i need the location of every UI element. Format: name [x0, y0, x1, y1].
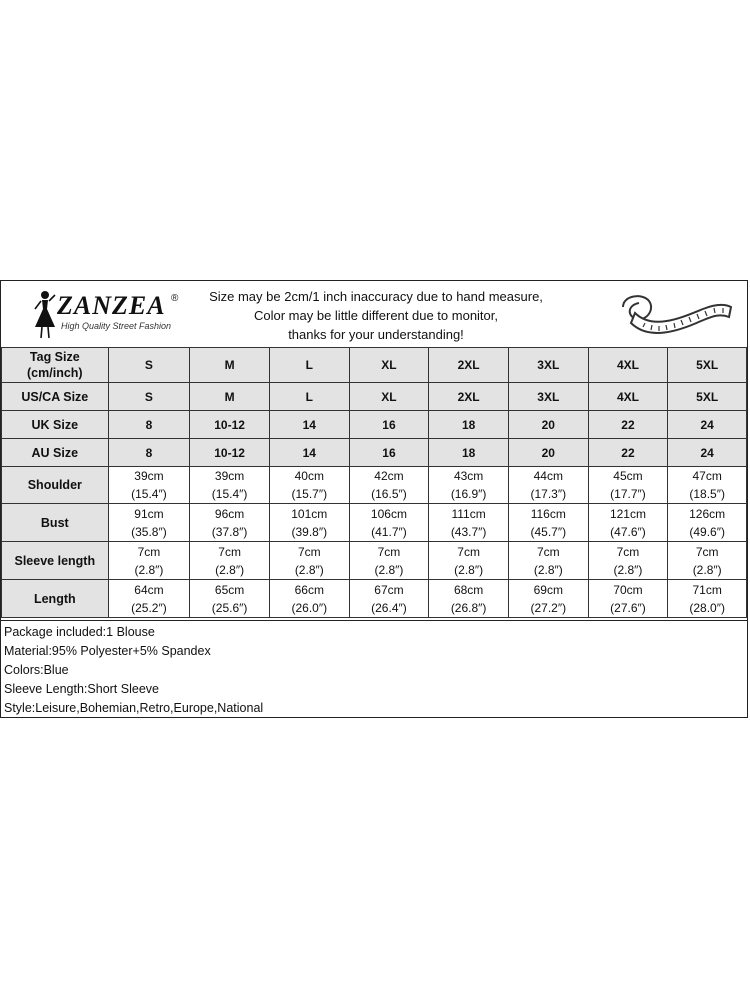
table-cell: 2XL [429, 383, 509, 411]
measurement-cell [269, 504, 349, 542]
value-inch: (27.6″) [610, 600, 646, 615]
size-cell: 2XL [429, 348, 509, 383]
table-row-uk [2, 411, 747, 439]
size-table [1, 347, 747, 618]
value-cm: 7cm [137, 544, 161, 559]
row-label: Sleeve length [2, 542, 109, 580]
size-cell: 3XL [508, 348, 588, 383]
row-label: Shoulder [2, 467, 109, 504]
measurement-cell [190, 542, 270, 580]
value-cm: 65cm [214, 582, 245, 597]
value-cm: 39cm [134, 469, 164, 483]
measurement-cell [349, 542, 429, 580]
value-cm: 7cm [695, 544, 719, 559]
registered-mark: ® [171, 293, 179, 304]
value-cm: 40cm [294, 469, 324, 483]
measurement-cell [269, 542, 349, 580]
table-cell: 5XL [668, 383, 747, 411]
value-inch: (15.4″) [211, 487, 248, 501]
measurement-cell [429, 504, 509, 542]
value-inch: (25.6″) [211, 600, 248, 615]
table-row-measurement [2, 580, 747, 618]
value-inch: (2.8″) [215, 562, 245, 577]
table-cell: 22 [588, 439, 668, 467]
table-cell: 4XL [588, 383, 668, 411]
measurement-cell [588, 467, 668, 504]
notice-line: Color may be little different due to monitor, [254, 308, 498, 323]
table-cell: 20 [508, 439, 588, 467]
value-cm: 7cm [457, 544, 480, 559]
measurement-cell [349, 504, 429, 542]
table-cell: 8 [108, 439, 190, 467]
value-inch: (47.6″) [610, 524, 646, 539]
value-cm: 126cm [689, 506, 726, 521]
measurement-cell [668, 467, 747, 504]
measurement-cell [668, 504, 747, 542]
value-inch: (2.8″) [533, 562, 563, 577]
measurement-cell [508, 467, 588, 504]
value-inch: (2.8″) [613, 562, 643, 577]
row-label: UK Size [2, 411, 109, 439]
value-cm: 121cm [609, 506, 646, 521]
value-cm: 39cm [214, 469, 245, 483]
value-inch: (16.9″) [450, 487, 487, 501]
value-cm: 91cm [134, 506, 164, 521]
row-label: Bust [2, 504, 109, 542]
value-cm: 7cm [218, 544, 241, 559]
value-cm: 70cm [613, 582, 643, 597]
value-inch: (43.7″) [450, 524, 487, 539]
measurement-cell [349, 467, 429, 504]
size-cell: 5XL [668, 348, 747, 383]
size-cell: 4XL [588, 348, 668, 383]
value-cm: 43cm [453, 469, 484, 483]
value-inch: (37.8″) [211, 524, 248, 539]
detail-colors: Colors:Blue [4, 663, 69, 677]
measurement-cell [108, 467, 190, 504]
size-cell: XL [349, 348, 429, 383]
table-cell: 24 [668, 411, 747, 439]
chart-header [1, 281, 747, 348]
table-cell: S [108, 383, 190, 411]
brand-tagline: High Quality Street Fashion [61, 321, 172, 331]
table-cell: 18 [429, 439, 509, 467]
measurement-cell [668, 542, 747, 580]
detail-material: Material:95% Polyester+5% Spandex [4, 644, 211, 658]
table-row-tag-size [2, 348, 747, 383]
value-inch: (2.8″) [134, 562, 164, 577]
value-inch: (17.7″) [610, 487, 646, 501]
row-label: US/CA Size [2, 383, 109, 411]
detail-style: Style:Leisure,Bohemian,Retro,Europe,National [4, 701, 264, 715]
table-row-measurement [2, 542, 747, 580]
value-cm: 7cm [536, 544, 560, 559]
size-chart [0, 280, 748, 718]
measurement-cell [429, 580, 509, 618]
table-cell: 22 [588, 411, 668, 439]
value-cm: 67cm [374, 582, 404, 597]
value-inch: (16.5″) [371, 487, 407, 501]
table-row-au [2, 439, 747, 467]
notice-line: thanks for your understanding! [288, 327, 464, 342]
measurement-cell [588, 504, 668, 542]
brand-name: ZANZEA [57, 291, 166, 320]
measurement-cell [190, 467, 270, 504]
table-row-measurement [2, 467, 747, 504]
row-label [2, 348, 109, 383]
tag-size-label: Tag Size [29, 350, 80, 364]
measurement-cell [269, 580, 349, 618]
measurement-cell [108, 504, 190, 542]
notice-line: Size may be 2cm/1 inch inaccuracy due to hand measure, [209, 289, 543, 304]
value-inch: (15.7″) [291, 487, 328, 501]
value-inch: (35.8″) [131, 524, 167, 539]
table-cell: 16 [349, 439, 429, 467]
measurement-cell [668, 580, 747, 618]
tag-size-unit: (cm/inch) [27, 366, 83, 380]
value-cm: 45cm [613, 469, 643, 483]
size-cell: S [108, 348, 190, 383]
value-cm: 7cm [297, 544, 321, 559]
value-inch: (49.6″) [689, 524, 725, 539]
value-inch: (17.3″) [530, 487, 567, 501]
measurement-cell [108, 580, 190, 618]
product-details [1, 620, 747, 718]
table-cell: L [269, 383, 349, 411]
measurement-cell [190, 504, 270, 542]
value-cm: 69cm [533, 582, 563, 597]
table-cell: 20 [508, 411, 588, 439]
value-inch: (25.2″) [131, 600, 167, 615]
value-inch: (2.8″) [454, 562, 484, 577]
table-row-us-ca [2, 383, 747, 411]
value-cm: 7cm [377, 544, 401, 559]
value-inch: (26.4″) [371, 600, 407, 615]
table-cell: M [190, 383, 270, 411]
value-cm: 7cm [616, 544, 640, 559]
table-cell: 24 [668, 439, 747, 467]
value-inch: (15.4″) [131, 487, 167, 501]
woman-silhouette-icon [31, 289, 59, 339]
measurement-cell [349, 580, 429, 618]
value-inch: (26.8″) [450, 600, 487, 615]
measurement-notice [201, 287, 551, 344]
measurement-cell [588, 542, 668, 580]
measurement-cell [508, 580, 588, 618]
value-cm: 68cm [453, 582, 484, 597]
value-cm: 96cm [214, 506, 245, 521]
measuring-tape-icon [613, 287, 735, 343]
value-inch: (2.8″) [374, 562, 404, 577]
value-cm: 64cm [134, 582, 164, 597]
measurement-cell [269, 467, 349, 504]
measurement-cell [508, 504, 588, 542]
size-cell: L [269, 348, 349, 383]
value-inch: (2.8″) [692, 562, 722, 577]
value-cm: 47cm [692, 469, 722, 483]
measurement-cell [429, 467, 509, 504]
value-inch: (45.7″) [530, 524, 567, 539]
measurement-cell [429, 542, 509, 580]
table-cell: 16 [349, 411, 429, 439]
measurement-cell [588, 580, 668, 618]
table-cell: XL [349, 383, 429, 411]
value-inch: (39.8″) [291, 524, 328, 539]
brand-logo [31, 289, 191, 341]
value-cm: 106cm [370, 506, 407, 521]
table-cell: 8 [108, 411, 190, 439]
value-inch: (27.2″) [530, 600, 567, 615]
value-inch: (41.7″) [371, 524, 407, 539]
measurement-cell [108, 542, 190, 580]
row-label: Length [2, 580, 109, 618]
table-cell: 10-12 [190, 411, 270, 439]
value-cm: 66cm [294, 582, 324, 597]
value-inch: (18.5″) [689, 487, 725, 501]
value-cm: 42cm [374, 469, 404, 483]
value-cm: 44cm [533, 469, 563, 483]
measurement-cell [190, 580, 270, 618]
value-inch: (2.8″) [294, 562, 324, 577]
detail-sleeve-length: Sleeve Length:Short Sleeve [4, 682, 159, 696]
value-cm: 111cm [451, 506, 486, 521]
table-cell: 18 [429, 411, 509, 439]
table-cell: 3XL [508, 383, 588, 411]
row-label: AU Size [2, 439, 109, 467]
detail-package: Package included:1 Blouse [4, 625, 155, 639]
table-cell: 14 [269, 411, 349, 439]
value-cm: 71cm [692, 582, 722, 597]
value-inch: (26.0″) [291, 600, 328, 615]
value-cm: 101cm [291, 506, 328, 521]
table-row-measurement [2, 504, 747, 542]
measurement-cell [508, 542, 588, 580]
value-inch: (28.0″) [689, 600, 725, 615]
table-cell: 10-12 [190, 439, 270, 467]
value-cm: 116cm [530, 506, 566, 521]
size-cell: M [190, 348, 270, 383]
table-cell: 14 [269, 439, 349, 467]
